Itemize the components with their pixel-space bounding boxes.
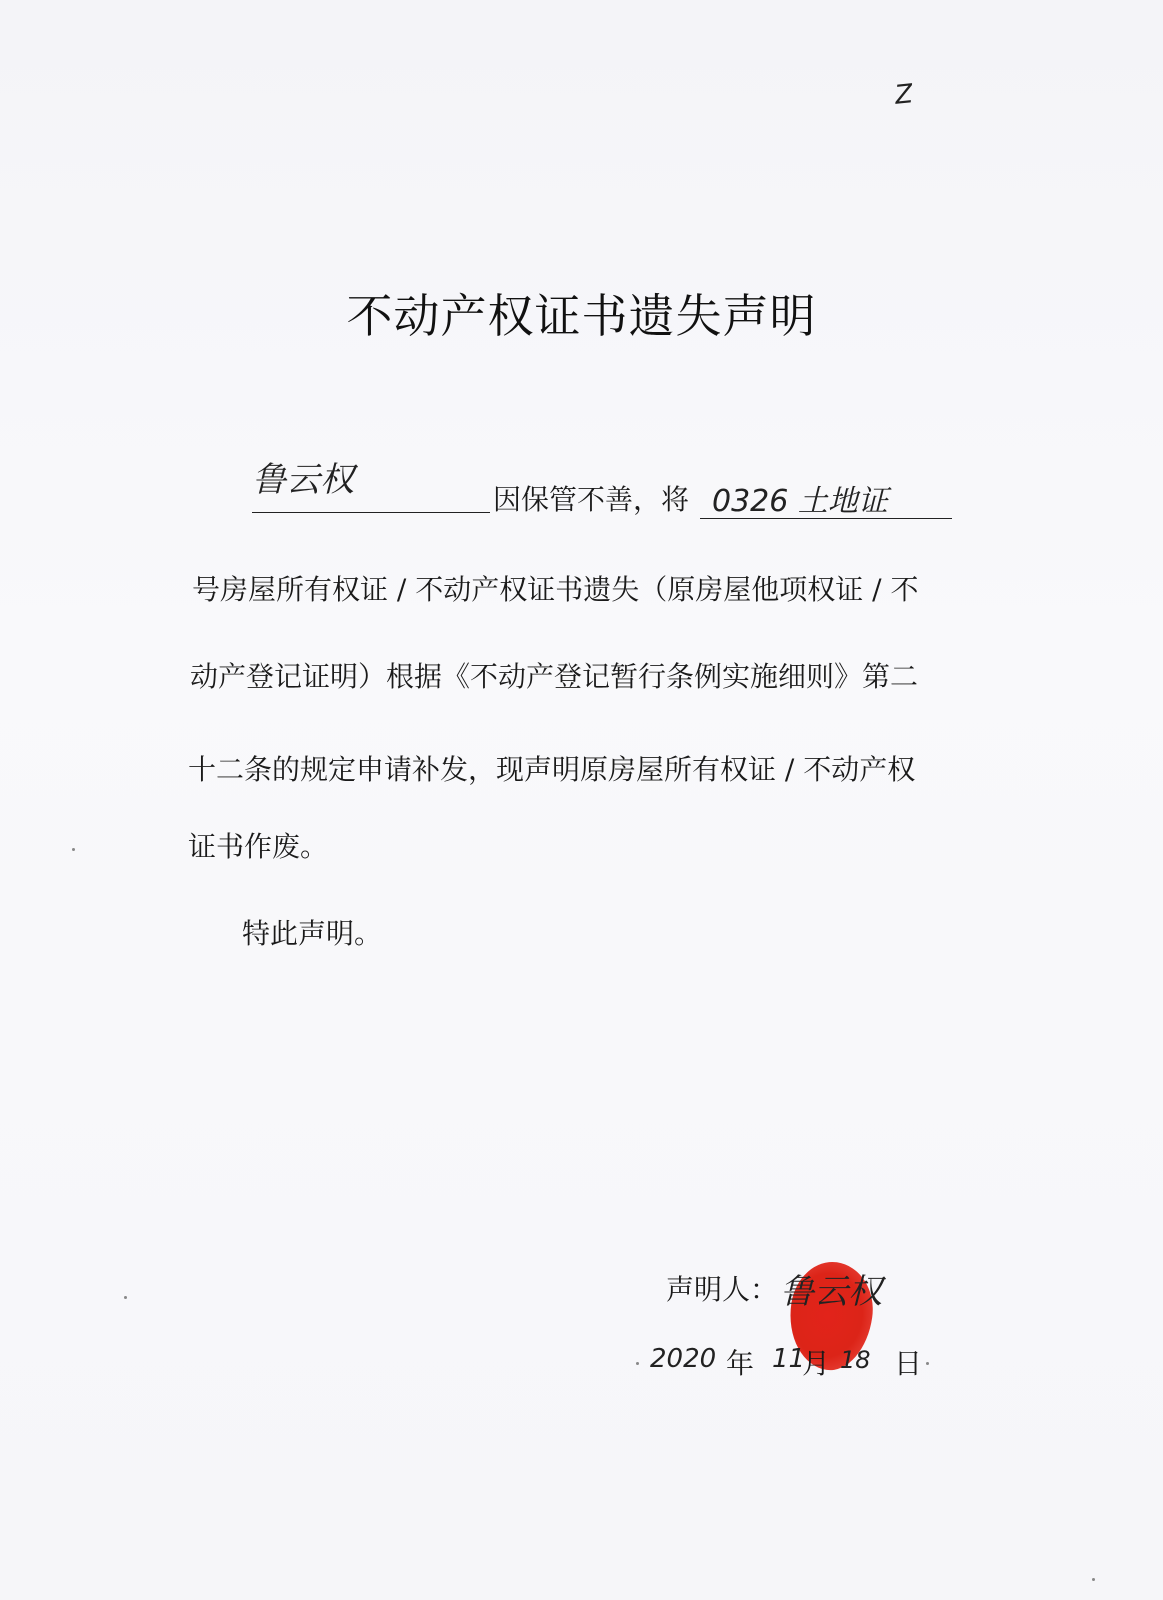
declarant-label: 声明人： — [666, 1273, 779, 1306]
date-month: 11 — [772, 1344, 806, 1374]
certificate-number-handwritten: 0326 土地证 — [712, 484, 888, 519]
scan-speck — [1092, 1578, 1095, 1581]
scan-speck — [926, 1362, 929, 1365]
owner-blank-line — [252, 512, 490, 513]
date-year: 2020 — [650, 1344, 717, 1374]
closing-statement: 特此声明。 — [242, 917, 383, 950]
body-line-2: 号房屋所有权证 / 不动产权证书遗失（原房屋他项权证 / 不 — [192, 573, 919, 606]
scan-speck — [636, 1362, 639, 1365]
date-day: 18 — [840, 1346, 871, 1374]
body-line-4: 十二条的规定申请补发，现声明原房屋所有权证 / 不动产权 — [188, 753, 916, 786]
corner-handwritten-mark: Z — [893, 79, 915, 111]
body-line-3: 动产登记证明）根据《不动产登记暂行条例实施细则》第二 — [190, 660, 919, 693]
declarant-handwritten-name: 鲁云权 — [780, 1272, 882, 1312]
owner-handwritten-name: 鲁云权 — [252, 460, 354, 500]
scan-speck — [72, 848, 75, 851]
date-month-label: 月 — [802, 1347, 831, 1380]
scan-speck — [124, 1296, 127, 1299]
page-title: 不动产权证书遗失声明 — [346, 289, 817, 343]
body-line-1: 因保管不善，将 — [493, 483, 690, 516]
certificate-blank-line — [700, 518, 952, 519]
date-day-label: 日 — [894, 1347, 923, 1380]
date-year-label: 年 — [726, 1347, 755, 1380]
body-line-5: 证书作废。 — [188, 830, 329, 863]
